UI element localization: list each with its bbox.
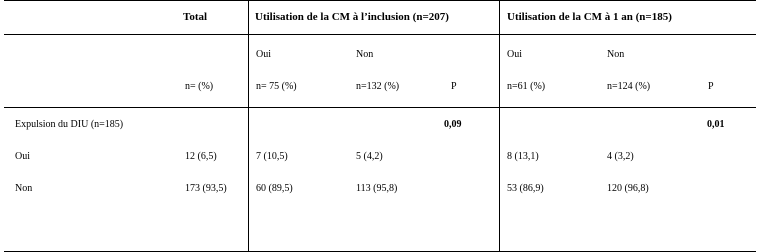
row-label-non: Non	[15, 183, 33, 194]
row-expulsion-g1-p: 0,09	[444, 119, 462, 130]
header-group1: Utilisation de la CM à l’inclusion (n=207)	[255, 11, 449, 23]
subheader-total-n: n= (%)	[185, 81, 214, 92]
row-non-g2-non: 120 (96,8)	[607, 183, 649, 194]
column-divider-left	[248, 0, 249, 252]
row-non-g2-oui: 53 (86,9)	[507, 183, 544, 194]
subheader-g2-p: P	[708, 81, 714, 92]
row-non-g1-non: 113 (95,8)	[356, 183, 398, 194]
subheader-g1-p: P	[451, 81, 457, 92]
subheader-g2-oui: Oui	[507, 49, 522, 60]
row-oui-g2-oui: 8 (13,1)	[507, 151, 539, 162]
subheader-g2-non: Non	[607, 49, 625, 60]
row-oui-g1-non: 5 (4,2)	[356, 151, 383, 162]
subheader-g1-oui: Oui	[256, 49, 271, 60]
row-oui-g2-non: 4 (3,2)	[607, 151, 634, 162]
row-expulsion-g2-p: 0,01	[707, 119, 725, 130]
row-non-g1-oui: 60 (89,5)	[256, 183, 293, 194]
header-divider	[4, 34, 756, 35]
header-total: Total	[183, 11, 208, 23]
table-top-border	[4, 0, 756, 1]
row-oui-total: 12 (6,5)	[185, 151, 217, 162]
subheader-g1-non-n: n=132 (%)	[356, 81, 400, 92]
column-divider-right	[499, 0, 500, 252]
row-oui-g1-oui: 7 (10,5)	[256, 151, 288, 162]
subheader-g1-non: Non	[356, 49, 374, 60]
row-non-total: 173 (93,5)	[185, 183, 227, 194]
subheader-g2-oui-n: n=61 (%)	[507, 81, 546, 92]
subheader-divider	[4, 107, 756, 108]
row-label-expulsion: Expulsion du DIU (n=185)	[15, 119, 124, 130]
header-group2: Utilisation de la CM à 1 an (n=185)	[507, 11, 672, 23]
row-label-oui: Oui	[15, 151, 30, 162]
subheader-g2-non-n: n=124 (%)	[607, 81, 651, 92]
subheader-g1-oui-n: n= 75 (%)	[256, 81, 297, 92]
